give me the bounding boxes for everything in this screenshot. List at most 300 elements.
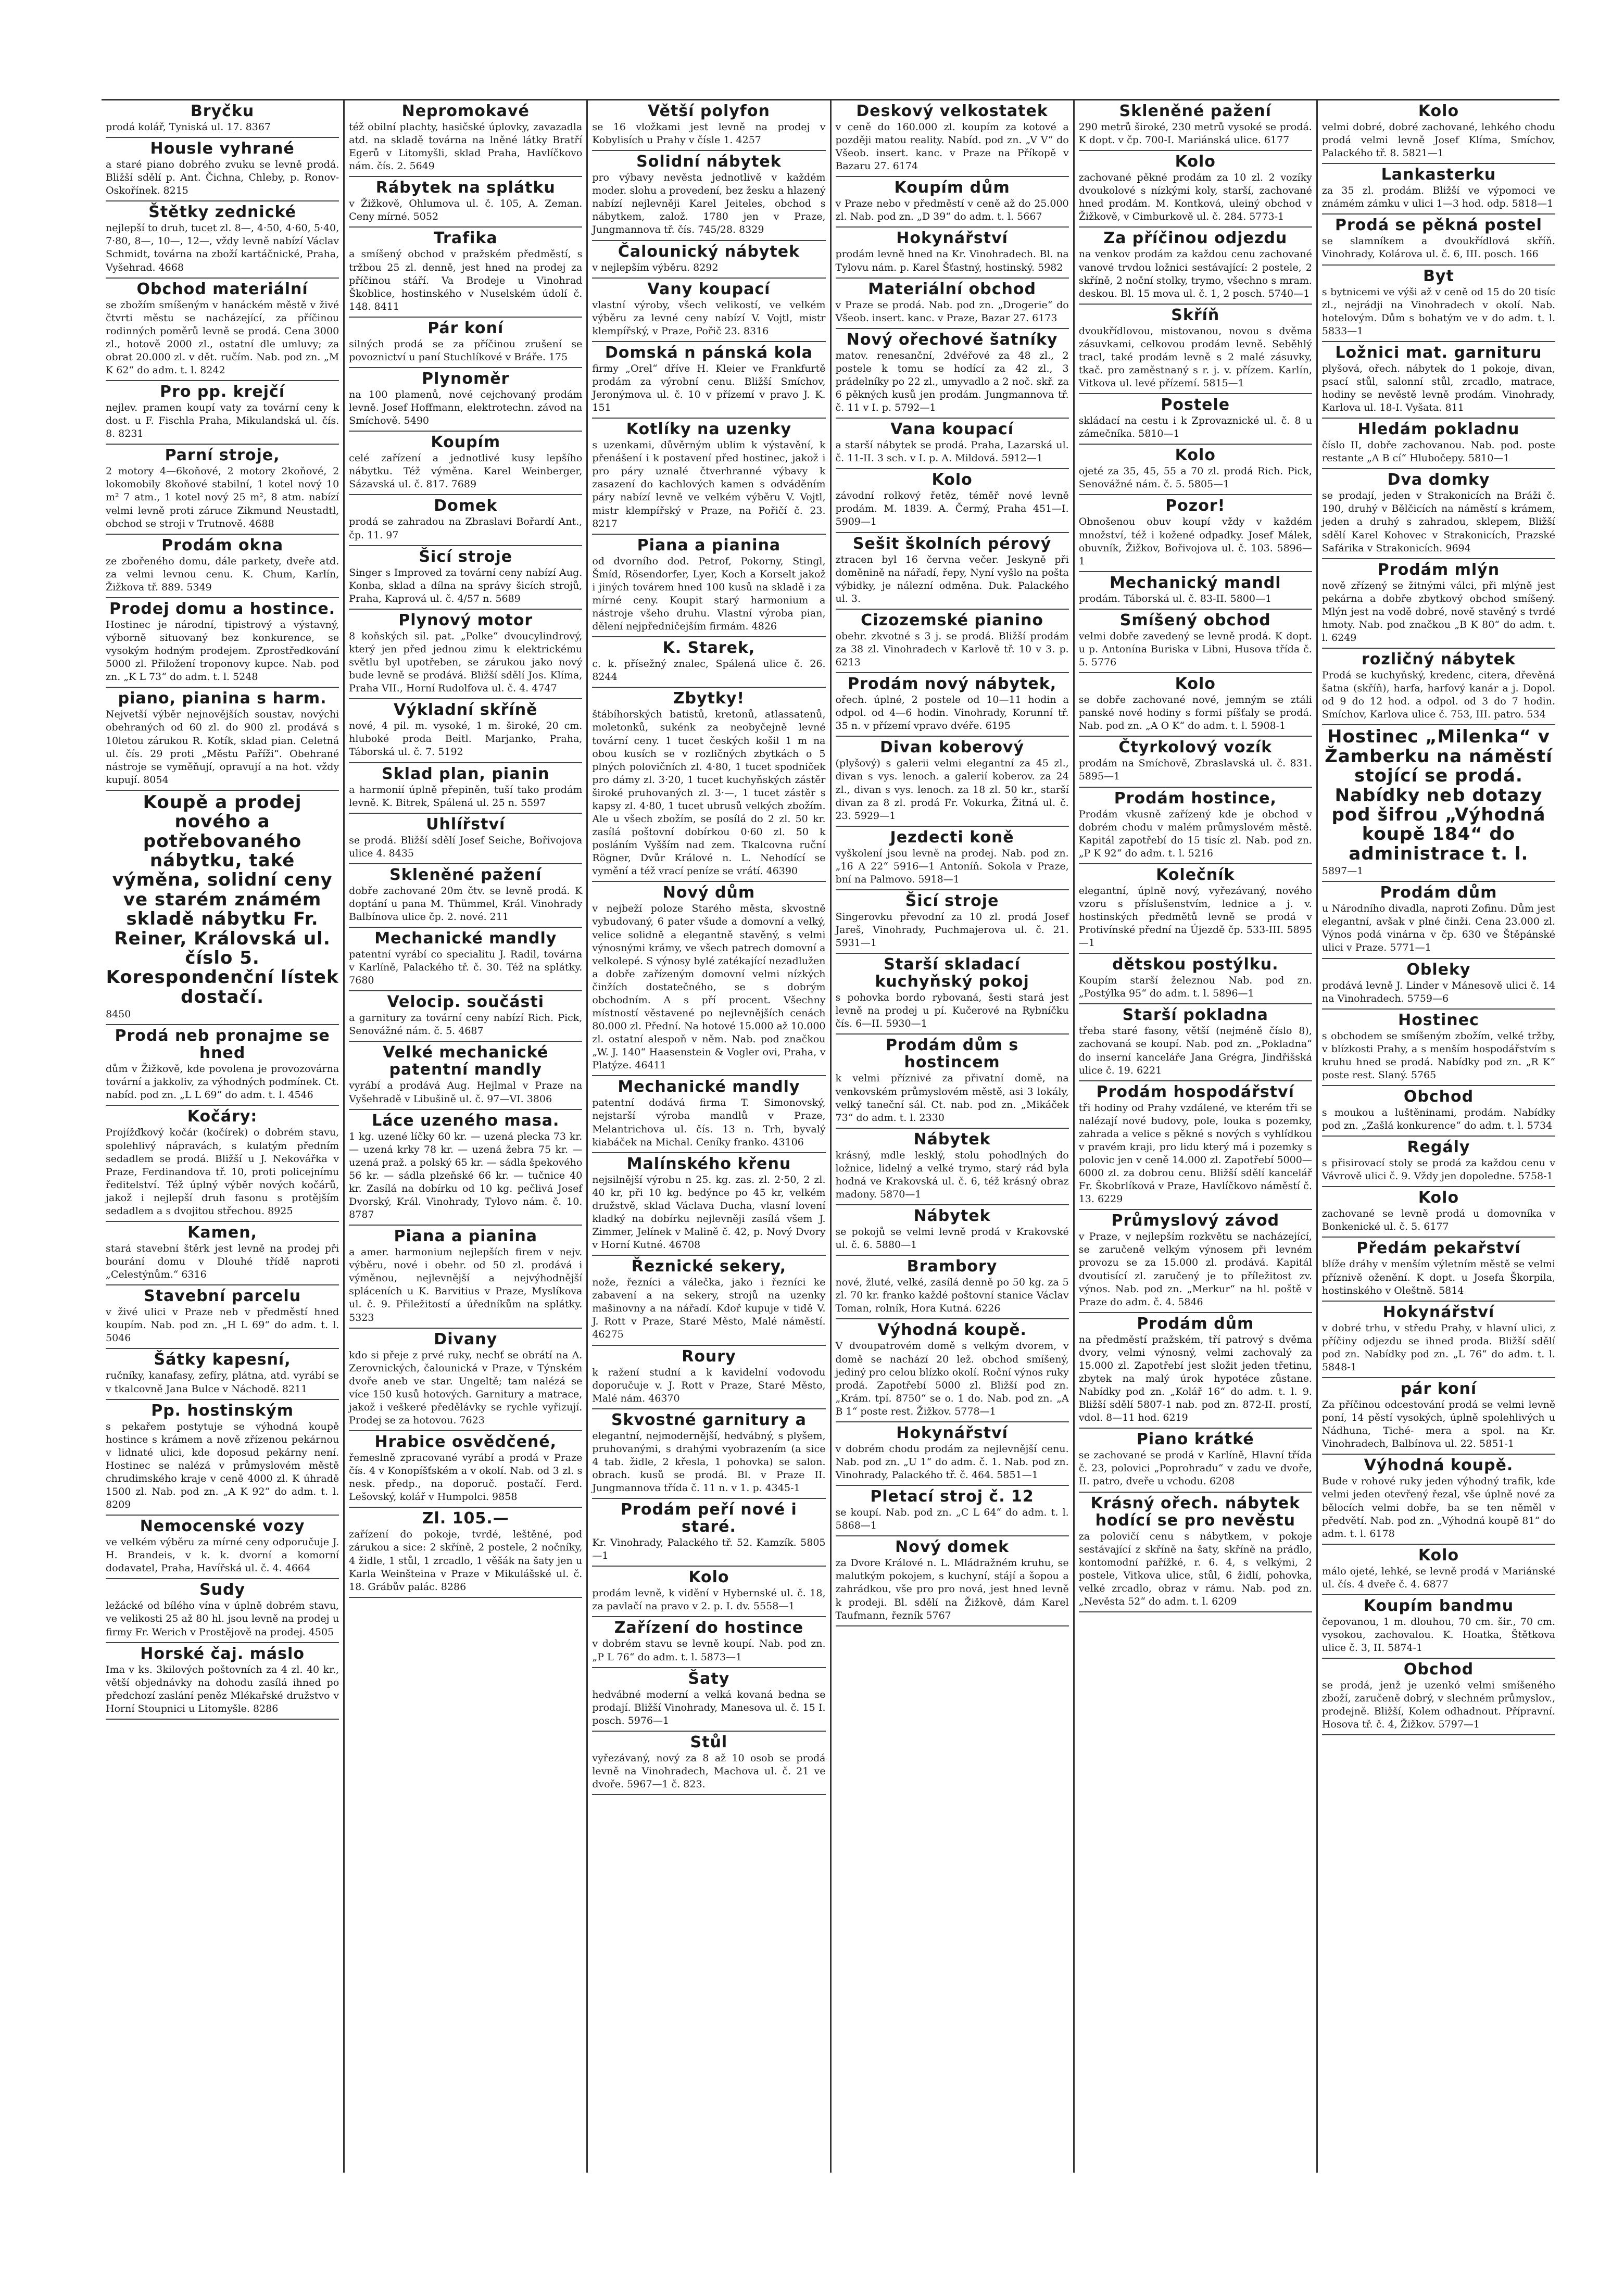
ad-text: 1 kg. uzené líčky 60 kr. — uzená plecka 73 kr. — uzená krky 78 kr. — uzená žebra 75 kr. — uzená praž. a polský 65 kr. — sádla špekového 56 kr. — sádla plzeňské 66 kr. — tučnice 40 kr. Zasílá na dobírku od 10 kg. pečlivá Josef Dvorský, Král. Vinohrady, Tylovo nám. č. 10. 8787: [349, 1130, 583, 1221]
classified-ad: [1322, 1378, 1555, 1455]
ad-heading: Stůl: [690, 1733, 728, 1751]
classified-ad: [106, 598, 339, 688]
column-2: [345, 100, 588, 2173]
ad-text: v Praze nebo v předměstí v ceně až do 25.000 zl. Nab. pod zn. „D 39“ do adm. t. l. 5667: [835, 198, 1069, 223]
ad-text: třeba staré fasony, větší (nejméně číslo 8), zachovaná se koupí. Nab. pod zn. „Pokladna“ do inserní kanceláře Jana Grégra, Jindřišská ulice č. 19. 6221: [1078, 1025, 1312, 1076]
ad-text: s moukou a luštěninami, prodám. Nabídky pod zn. „Zašlá konkurence“ do adm. t. l. 5734: [1321, 1107, 1556, 1132]
ad-heading: Dva domky: [1387, 471, 1490, 489]
ad-heading: Kolo: [931, 471, 973, 489]
ad-heading: Vana koupací: [890, 420, 1014, 439]
ad-heading: Pp. hostinským: [151, 1401, 294, 1420]
ad-text: štábíhorských batistů, kretonů, atlassatenů, moletonků, sukénk za neobyčejně levné tovární ceny. 1 tucet českých košil 1 m na obou kusích se v rozličných zbytkách o 5 plných polovičních zl. 4·80, 1 tucet spodniček pro dámy zl. 3·20, 1 tucet kuchyňských zástěr široké pruhovaných zl. 3·—, 1 tucet zástěr s kapsy zl. 4·80, 1 tucet ubrusů velkých zbožím. Ale u všech zbožím, se posílá do 2 zl. 50 kr. zasílá poštovní dobírkou 0·60 zl. 50 k posláním Vyšším nad zem. Tkalcovna ruční Rögner, Dvůr Králové n. L. Nehodící se vymění a též vrací peníze se vrátí. 46390: [592, 709, 826, 877]
ad-heading: Divany: [434, 1330, 498, 1348]
ad-heading: Nepromokavé: [401, 102, 530, 120]
ad-text: Za příčinou odcestování prodá se velmi levně poní, 14 pěstí vysokých, úplně spolehlivých u Nádhuna, Tiché- mera a spol. na Kr. Vinohradech, Balbínova ul. 22. 5851-1: [1321, 1399, 1556, 1450]
ad-text: 8450: [106, 1008, 131, 1020]
ad-text: prodám na Smíchově, Zbraslavská ul. č. 831. 5895—1: [1078, 758, 1312, 783]
ad-text: prodám levně hned na Kr. Vinohradech. Bl. na Tylovu nám. p. Karel Šťastný, hostinský. 5982: [835, 248, 1069, 273]
ad-text: zachované pěkné prodám za 10 zl. 2 vozíky dvoukolové s nízkými koly, starší, zachované hned prodám. M. Kontková, uleiný obchod v Žižkově, v Cimburkově ul. č. 284. 5773-1: [1078, 172, 1312, 223]
ad-heading: Hokynářství: [896, 1423, 1008, 1442]
ad-text: 2 motory 4—6koňové, 2 motory 2koňové, 2 lokomobily 8koňové stabilní, 1 kotel nový 10 m² 7 atm., 1 kotel nový 25 m², 8 atm. nabízí velmi levně proti záruce Zikmund Neustadtl, obchod se stroji v Trutnově. 4688: [106, 465, 339, 529]
ad-heading: Prodám mlýn: [1377, 560, 1500, 579]
ad-text: ze zbořeného domu, dále parkety, dveře atd. za velmi levnou cenu. K. Chum, Karlín, Žižkova tř. 889. 5349: [106, 555, 339, 593]
classified-ad: [836, 1129, 1069, 1205]
classified-ad: [349, 928, 582, 991]
ad-text: ve velkém výběru za mírné ceny odporučuje J. H. Brandeis, v k. k. dvorní a komorní dodavatel, Praha, Havířská ul. č. 4. 4664: [106, 1536, 339, 1574]
ad-heading: Plynoměr: [422, 370, 510, 388]
ad-heading: Malínského křenu: [626, 1154, 791, 1173]
classified-ad: [106, 381, 339, 445]
ad-text: řemeslně zpracované vyrábí a prodá v Praze čís. 4 v Konopíšťském a v okolí. Nab. od 3 zl. s nesk. předp., na doporuč. postačí. Ferd. Lešovský, kolář v Humpolci. 9858: [349, 1452, 583, 1503]
classified-ad: [836, 954, 1069, 1035]
classified-ad: [1079, 1210, 1312, 1313]
ad-heading: Obchod: [1403, 1088, 1474, 1106]
classified-ad: [349, 228, 582, 317]
ad-heading: Prodá se pěkná postel: [1335, 216, 1542, 235]
classified-ad: [1079, 151, 1312, 228]
ad-text: se slamníkem a dvoukřídlová skříň. Vinohrady, Kolárova ul. č. 6, III. posch. 166: [1321, 235, 1556, 260]
classified-ad: [1322, 1010, 1555, 1086]
ad-text: Projížďkový kočár (kočírek) o dobrém stavu, spolehlivý nápravách, s kulatým předním sedadlem se prodá. Bližší u J. Nekovářka v Praze, Ferdinandova tř. 10, proti policejnímu ředitelství. Též úplný výběr nových kočárů, jakož i nejlepší druh fasonu s protějším sedadlem a s dvojitou střechou. 8925: [106, 1127, 339, 1217]
ad-text: V dvoupatrovém domě s velkým dvorem, v domě se nachází 20 lež. obchod smíšený, jediný pro celou blízko okolí. Roční výnos ruky prodá. Zapotřebí 5000 zl. Bližší pod zn. „Krám. tpí. 8750“ se o. 1 do. Nab. pod zn. „A B 1“ poste rest. Žižkov. 5778—1: [835, 1340, 1069, 1417]
ad-heading: Kamen,: [187, 1223, 258, 1242]
ad-text: Kr. Vinohrady, Palackého tř. 52. Kamzík. 5805—1: [592, 1537, 826, 1562]
ad-text: ležácké od bílého vína v úplně dobrém stavu, ve velikosti 25 až 80 hl. jsou levně na prodej u firmy Fr. Werich v Prostějově na prodej. 4505: [106, 1600, 339, 1638]
classified-ad: [592, 241, 825, 279]
ad-heading: Prodám hostince,: [1114, 789, 1277, 808]
ad-text: od dvorního dod. Petrof, Pokorny, Stingl, Šmíd, Rösendorfer, Lyer, Koch a Korselt jakož i jiných továrem hned 100 kusů na skladě i za mírné ceny. Koupit starý harmonium a nástroje všeho druhu. Vlastní výroba pian, dělení nejpředničejším firmám. 4826: [592, 555, 826, 633]
classified-ad: [1079, 673, 1312, 737]
ad-heading: Kolo: [1418, 1189, 1459, 1207]
ad-heading: Větší polyfon: [648, 102, 770, 120]
classified-ad: [1079, 864, 1312, 954]
classified-ad: [836, 228, 1069, 278]
ad-heading: Mechanický mandl: [1109, 573, 1281, 592]
ad-text: c. k. přísežný znalec, Spálená ulice č. 26. 8244: [592, 658, 826, 683]
ad-text: obehr. zkvotné s 3 j. se prodá. Bližší prodám za 38 zl. Vinohradech v Karlově tř. 10 v 3. p. 6213: [835, 630, 1069, 668]
ad-text: nejsilnější výrobu n 25. kg. zas. zl. 2·50, 2 zl. 40 kr, při 10 kg. bedýnce po 45 kr, velkém družstvě, sklad Václava Ducha, vlasní lovení kladký na dobírku nejlevněji zasílá všem J. Zimmer, Jelínek v Malině č. 42, p. Nový Dvory v Horní Kutné. 46708: [592, 1174, 826, 1251]
ad-text: k ražení studní a k kavidelní vodovodu doporučuje v. J. Rott v Praze, Staré Město, Malé nám. 46370: [592, 1366, 826, 1404]
classified-ad: [106, 688, 339, 790]
classified-ad: [349, 699, 582, 763]
classified-ad: [1322, 1238, 1555, 1301]
ad-heading: Prodám okna: [161, 536, 284, 554]
classified-ad: [1322, 469, 1555, 559]
ad-text: v dobrém chodu prodám za nejlevnější cenu. Nab. pod zn. „U 1“ do adm. č. 1. Nab. pod zn. Vinohrady, Palackého tř. č. 464. 5851—1: [835, 1443, 1069, 1481]
classified-ad: [592, 419, 825, 535]
ad-heading: Solidní nábytek: [636, 153, 782, 171]
classified-ad: [836, 1035, 1069, 1128]
ad-heading: Brambory: [907, 1257, 998, 1276]
ad-text: patentní dodává firma T. Simonovský, nejstarší výroba mandlů v Praze, Melantrichova ul. čís. 13 n. Trh, byvalý kiabáček na Michal. Ceníky franko. 43106: [592, 1097, 826, 1148]
classified-ad: [349, 318, 582, 368]
classified-ad: [592, 637, 825, 688]
ad-heading: Šátky kapesní,: [154, 1351, 291, 1369]
ad-text: se prodá, jenž je uzenkó velmi smíšeného zboží, zaručeně dobrý, v slechném průmyslov., prodejně. Bližší, Kolem odhadnout. Přípravní. Hosova tř. č. 4, Žižkov. 5797—1: [1321, 1680, 1556, 1731]
classified-ad: [349, 763, 582, 814]
ad-text: patentní vyrábí co specialitu J. Radil, továrna v Karlíně, Palackého tř. č. 30. Též na splátky. 7680: [349, 949, 583, 987]
ad-text: Obnošenou obuv koupí vždy v každém množství, též i kožené odpadky. Josef Málek, obuvník, Žižkov, Bořivojova ul. č. 103. 5896—1: [1078, 516, 1312, 567]
ad-heading: piano, pianina s harm.: [118, 689, 327, 708]
ad-text: se zbožím smíšeným v hanáckém městě v živé čtvrti městu se nacházející, za příčinou rodinných poměrů levně se prodá. Cena 3000 zl., hotově 2000 zl., ostatní dle umluvy; za obrat 20.000 zl. v dět. ručím. Nab. pod zn. „M K 62“ do adm. t. l. 8242: [106, 299, 339, 376]
ad-heading: Jezdecti koně: [890, 828, 1014, 847]
ad-text: se zachované se prodá v Karlíně, Hlavní třída č. 23, polovici „Poprohradu“ v zadu ve dvoře, II. patro, dveře u vchodu. 6208: [1078, 1449, 1312, 1487]
classified-ad: [836, 890, 1069, 954]
classified-ad: [1079, 228, 1312, 304]
ad-text: hedvábné moderní a velká kovaná bedna se prodají. Bližší Vinohrady, Manesova ul. č. 15 I. posch. 5976—1: [592, 1688, 826, 1726]
ad-heading: Zl. 105.—: [422, 1509, 509, 1528]
classified-ad: [836, 1256, 1069, 1319]
ad-text: nově zřízený se žitnými válci, při mlýně jest pekárna a dobře zbytkový obchod smíšený. Mlýn jest na vodě dobré, nově stavěný s tvrdé hmoty. Nab. pod značkou „B K 80“ do adm. t. l. 6249: [1321, 579, 1556, 644]
classified-ad: [1079, 1429, 1312, 1492]
ad-heading: Šicí stroje: [905, 891, 999, 910]
classified-ad: [349, 177, 582, 228]
ad-heading: rozličný nábytek: [1362, 650, 1516, 669]
ad-heading: Skříň: [1171, 306, 1220, 324]
ad-text: elegantní, úplně nový, vyřezávaný, nového vzoru s příslušenstvím, lednice a j. v. hostinských předmětů levně se prodá v Protivínské přední na Újezdě čp. 533-III. 5895—1: [1078, 885, 1312, 949]
ad-text: s uzenkami, důvěrným ublim k výstavění, k přenášení i k postavení před hostinec, jakož i pro páry uznalé čtverhranné výbavy k zasazení do kachlových kamen s odváděním páry nabízí levně ve velkém výběru V. Vojtl, mistr klempířský v Praze, na Pořičí č. 23. 8217: [592, 439, 826, 529]
ad-text: Hostinec je národní, tipistrový a výstavný, výborně situovaný bez konkurence, se vysokým hodným prodejem. Zprostředkování 5000 zl. Přiložení troponovy kupce. Nab. pod zn. „K L 73“ do adm. t. l. 5248: [106, 619, 339, 683]
ad-text: se prodá. Bližší sdělí Josef Seiche, Bořivojova ulice 4. 8435: [349, 834, 583, 859]
classified-ad: [592, 151, 825, 241]
classified-ad: [106, 1643, 339, 1720]
classified-ad: [349, 1508, 582, 1597]
classified-ad: [349, 1042, 582, 1109]
ad-text: stará stavební štěrk jest levně na prodej při bourání domu v Dlouhé třídě naproti „Celestýnům.“ 6316: [106, 1242, 339, 1281]
ad-heading: Hokynářství: [896, 229, 1008, 248]
classified-ad: [836, 419, 1069, 469]
classified-ad: [1322, 419, 1555, 469]
ad-text: Nejvetší výběr nejnovějších soustav, novýchi obehraných od 60 zl. do 900 zl. prodává s 10letou zárukou R. Kotík, sklad pian. Celetná ul. čís. 29 proti „Městu Paříži“. Obehrané nástroje se vyměňují, opravují a na hot. vždy kupují. 8054: [106, 709, 339, 786]
classified-ad: [1322, 1659, 1555, 1735]
classified-ad: [592, 1153, 825, 1256]
ad-heading: Hledám pokladnu: [1357, 420, 1520, 439]
classified-ad: [1322, 342, 1555, 419]
classified-ad: [1079, 445, 1312, 495]
classified-ad: [1079, 305, 1312, 394]
ad-heading: Prodám dům s hostincem: [885, 1036, 1019, 1072]
ad-heading: Hostinec „Milenka“ v Žamberku na náměstí stojící se prodá. Nabídky neb dotazy pod šifrou „Výhodná koupě 184“ do administrace t. l.: [1325, 726, 1553, 864]
ad-heading: Smíšený obchod: [1119, 611, 1271, 629]
ad-text: dvoukřídlovou, mistovanou, novou s dvěma zásuvkami, celkovou prodám levně. Seběhlý tracl, také prodám levně s 2 malé zásuvky, tkač. pro zaměstnaný s r. j. v. přízem. Karlín, Vitkova ul. levé přízemí. 5815—1: [1078, 325, 1312, 389]
ad-text: a staré piano dobrého zvuku se levně prodá. Bližší sdělí p. Ant. Čichna, Chleby, p. Ronov-Oskořínek. 8215: [106, 159, 339, 197]
ad-text: firmy „Orel“ dříve H. Kleier ve Frankfurtě prodám za výrobní cenu. Bližší Smíchov, Jeronýmova ul. č. 10 v přízemí v pravo J. K. 151: [592, 362, 826, 414]
classified-ad: [349, 432, 582, 495]
ad-heading: Výkladní skříně: [394, 701, 538, 720]
classified-ad: [836, 1205, 1069, 1256]
ad-text: a garnitury za tovární ceny nabízí Rich. Pick, Senovážné nám. č. 5. 4687: [349, 1012, 583, 1037]
ad-text: v ceně do 160.000 zl. koupím za kotové a později matou reality. Nabíd. pod zn. „V V“ do Všeob. insert. kanc. v Praze na Příkopě v Bazaru 27. 6174: [835, 121, 1069, 172]
ad-heading: Hostinec: [1398, 1011, 1479, 1029]
ad-heading: Velocip. součásti: [387, 993, 545, 1012]
classified-ad: [592, 688, 825, 882]
ad-heading: Regály: [1407, 1138, 1470, 1157]
ad-text: ručníky, kanafasy, zefíry, plátna, atd. vyrábí se v tkalcovně Jana Bulce v Náchodě. 8211: [106, 1370, 339, 1395]
ad-text: a smíšený obchod v pražském předměstí, s tržbou 25 zl. denně, jest hned na prodej za příčinou stáří. Va Brodeje u Vinohrad Škoblice, hostinského v Nuselském údolí č. 148. 8411: [349, 248, 583, 312]
column-6: [1318, 100, 1559, 2173]
ad-heading: Materiální obchod: [868, 280, 1036, 298]
ad-heading: Skleněné pažení: [1119, 102, 1271, 120]
ad-heading: Zbytky!: [673, 689, 745, 708]
classified-ad: [1322, 725, 1555, 882]
classified-ad: [836, 827, 1069, 890]
classified-ad: [106, 1579, 339, 1643]
ad-text: Ima v ks. 3kilových poštovních za 4 zl. 40 kr., větší objednávky na dohodu zasílá ihned po předchozí zaslání peněz Mlékařské družstvo v Horní Stoupnici u Litomyšle. 8286: [106, 1663, 339, 1714]
classified-ad: [1322, 1187, 1555, 1238]
classified-ad: [1079, 1313, 1312, 1429]
ad-heading: Výhodná koupě.: [877, 1321, 1027, 1340]
classified-ad: [106, 1222, 339, 1285]
ad-heading: Prodám peří nové i staré.: [621, 1500, 797, 1536]
ad-text: zařízení do pokoje, tvrdé, leštěné, pod zárukou a sice: 2 skříně, 2 postele, 2 nočníky, 4 židle, 1 stůl, 1 zrcadlo, 1 věšák na šaty jen u Karla Weinšteina v Praze v Mikulášské ul. č. 18. Grábův palác. 8286: [349, 1529, 583, 1593]
ad-heading: Řeznické sekery,: [631, 1257, 787, 1276]
classified-ad: [349, 546, 582, 610]
ad-text: matov. renesanční, 2dvéřové za 48 zl., 2 postele k tomu se hodící za 42 zl., 3 prádelníky po 22 zl., umyvadlo a 2 noč. skř. za 6 pěkných kusů jen prodám. Jungmannova tř. č. 11 v I. p. 5792—1: [835, 349, 1069, 414]
ad-heading: Uhlířství: [426, 815, 506, 834]
ad-heading: Hrabice osvědčené,: [374, 1433, 557, 1452]
classified-ad: [1079, 1004, 1312, 1081]
ad-heading: Nový domek: [895, 1538, 1010, 1557]
ad-text: celé zařízení a jednotlivé kusy lepšího nábytku. Též výměna. Karel Weinberger, Sázavská ul. č. 817. 7689: [349, 452, 583, 490]
classified-ad: [349, 610, 582, 699]
ad-text: a starší nábytek se prodá. Praha, Lazarská ul. č. 11-II. 3 sch. v I. p. A. Mildová. 5912—1: [835, 439, 1069, 464]
classified-ad: [349, 100, 582, 177]
classified-ad: [836, 279, 1069, 329]
classified-ad: [592, 1076, 825, 1153]
ad-heading: Divan koberový: [880, 738, 1025, 757]
ad-text: číslo II, dobře zachovanou. Nab. pod. poste restante „A B cí“ Hlubočepy. 5810—1: [1321, 439, 1556, 464]
ad-text: prodává levně J. Linder v Mánesově ulici č. 14 na Vinohradech. 5759—6: [1321, 979, 1556, 1004]
classified-ad: [592, 1617, 825, 1668]
ad-heading: Byt: [1423, 267, 1454, 285]
ad-text: Prodám vkusně zařízený kde je obchod v dobrém chodu v malém průmyslovém městě. Kapitál zapotřebí do 15 tisíc zl. Nab. pod zn. „P K 92“ do adm. t. l. 5216: [1078, 808, 1312, 859]
classified-ad: [1322, 164, 1555, 215]
ad-text: velmi dobré, dobré zachované, lehkého chodu prodá velmi levně Josef Klíma, Smíchov, Palackého tř. 8. 5821—1: [1321, 121, 1556, 159]
ad-heading: Prodá neb pronajme se hned: [115, 1027, 330, 1063]
classified-ad: [592, 1409, 825, 1499]
ad-text: vlastní výroby, všech velikostí, ve velkém výběru za levné ceny nabízí V. Vojtl, mistr klempířský, v Praze, Pořič 23. 8316: [592, 299, 826, 337]
ad-heading: Koupím: [431, 433, 501, 452]
classified-ad: [106, 1400, 339, 1516]
ad-heading: Čalounický nábytek: [618, 242, 800, 261]
ad-text: za 35 zl. prodám. Bližší ve výpomoci ve známém zámku v ulici 1—3 hod. odp. 5818—1: [1321, 185, 1556, 210]
ad-text: v dobré trhu, v středu Prahy, v hlavní ulici, z příčiny odjezdu se ihned proda. Bližší sdělí pod zn. Nabídky pod zn. „L 76“ do adm. t. l. 5848-1: [1321, 1322, 1556, 1373]
ad-heading: Výhodná koupě.: [1364, 1456, 1514, 1475]
ad-heading: Zařízení do hostince: [614, 1619, 804, 1637]
ad-heading: pár koní: [1400, 1380, 1477, 1398]
classified-ad: [592, 342, 825, 419]
ad-text: plyšová, ořech. nábytek do 1 pokoje, divan, psací stůl, salonní stůl, zrcadlo, matrace, hodiny se nevěstě levně prodám. Vinohrady, Karlova ul. 18-I. Vyšata. 811: [1321, 362, 1556, 414]
classified-ad: [106, 535, 339, 598]
classified-ad: [592, 1256, 825, 1345]
ad-heading: Obchod materiální: [136, 280, 308, 298]
ad-heading: Mechanické mandly: [618, 1078, 800, 1096]
ad-heading: Koupím bandmu: [1363, 1596, 1514, 1615]
ad-text: čepovanou, 1 m. dlouhou, 70 cm. šir., 70 cm. vysokou, zachovalou. K. Hoatka, Štětkova ulice č. 3, II. 5874-1: [1321, 1616, 1556, 1654]
ad-heading: Koupím dům: [894, 179, 1010, 197]
ad-heading: Piano krátké: [1136, 1430, 1254, 1449]
ad-heading: Nemocenské vozy: [140, 1517, 305, 1536]
classified-ad: [836, 100, 1069, 177]
classified-ad: [1079, 954, 1312, 1004]
classified-ad: [349, 495, 582, 546]
classified-ad: [836, 1319, 1069, 1422]
classified-ad: [1322, 1086, 1555, 1137]
ad-heading: Prodám nový nábytek,: [848, 675, 1057, 693]
ad-text: a amer. harmonium nejlepších firem v nejv. výběru, nové i obehr. od 50 zl. prodává i výměnou, nejlevnější a nejvýhodnější spláceních u K. Barvitius v Praze, Myslíkova ul. č. 9. Přiležitostí a úředníkům na splátky. 5323: [349, 1246, 583, 1323]
ad-text: nejlev. pramen koupí vaty za tovární ceny k dost. u F. Fischla Praha, Mikulandská ul. čís. 8. 8231: [106, 402, 339, 440]
classified-ad: [836, 177, 1069, 228]
ad-heading: Pro pp. krejčí: [160, 383, 285, 401]
classified-ad: [836, 737, 1069, 826]
classified-ad: [349, 1431, 582, 1508]
ad-text: Singer s Improved za tovární ceny nabízí Aug. Konba, sklad a dílna na správy šicích strojů, Praha, Kaprová ul. č. 4/57 n. 5689: [349, 566, 583, 604]
classified-ad: [106, 201, 339, 278]
ad-heading: Horské čaj. máslo: [140, 1644, 305, 1663]
ad-heading: Postele: [1161, 396, 1230, 414]
classified-ad: [106, 445, 339, 534]
ad-heading: dětskou postýlku.: [1112, 955, 1279, 974]
ad-heading: Piana a pianina: [394, 1227, 537, 1246]
ad-text: za polovičí cenu s nábytkem, v pokoje sestávající z skříně na šaty, skříně na prádlo, kontomodní pařížké, r. 6. 4, s velkými, 2 postele, Vitkova ulice, stůl, 6 židlí, pohovka, velké zrcadlo, obraz v rámu. Nab. pod zn. „Nevěsta 52“ do adm. t. l. 6209: [1078, 1530, 1312, 1607]
ad-text: v živé ulici v Praze neb v předměstí hned koupím. Nab. pod zn. „H L 69“ do adm. t. l. 5046: [106, 1306, 339, 1344]
ad-heading: Pletací stroj č. 12: [870, 1487, 1034, 1506]
classified-ad: [1322, 1455, 1555, 1544]
ad-text: v Praze se prodá. Nab. pod zn. „Drogerie“ do Všeob. insert. kanc. v Praze, Bazar 27. 6173: [835, 299, 1069, 324]
classified-ad: [1322, 100, 1555, 164]
ad-heading: Kotlíky na uzenky: [626, 420, 792, 439]
classified-ad: [1079, 572, 1312, 610]
ad-heading: Nový dům: [662, 884, 756, 902]
ad-text: na 100 plamenů, nové cejchovaný prodám levně. Josef Hoffmann, elektrotechn. závod na Smíchově. 5490: [349, 389, 583, 427]
classified-ad: [1322, 1545, 1555, 1595]
classified-ad: [106, 791, 339, 1025]
classified-ad: [592, 1567, 825, 1617]
classified-ad: [349, 1226, 582, 1328]
ad-heading: Trafika: [433, 229, 498, 248]
classified-ad: [106, 1516, 339, 1579]
ad-text: s pohovka bordo rybovaná, šesti stará jest levně na prodej u pí. Kučerové na Rybníčku čís. 6—II. 5930—1: [835, 992, 1069, 1030]
classified-ad: [592, 100, 825, 151]
ad-text: silných prodá se za příčinou zrušení se povoznictví u paní Stuchlíkové v Bráře. 175: [349, 338, 583, 363]
ad-text: na venkov prodám za každou cenu zachované vanové trvdou ložnici sestávající: 2 postele, 2 skříně, 2 noční stolky, trymo, všechno s mram. deskou. Bl. 15 mova ul. č. 1, 2 posch. 5740—1: [1078, 248, 1312, 299]
ad-text: 5897—1: [1321, 865, 1364, 877]
ad-text: na předměstí pražském, tří patrový s dvěma dvory, velmi výnosný, velmi zachovalý za 15.000 zl. Zapotřebí jest složit jeden třetinu, zbytek na malý úrok hypotéce zůstane. Nabídky pod zn. „Kolář 16“ do adm. t. l. 9. Bližší sdělí 5807-1 nab. pod zn. 872-II. prostí, vdol. 8—11 hod. 6219: [1078, 1333, 1312, 1424]
ad-heading: Štětky zednické: [148, 203, 296, 222]
ad-heading: Šicí stroje: [419, 547, 513, 566]
classified-ad: [349, 991, 582, 1042]
ad-heading: Pár koní: [427, 319, 504, 337]
classified-ad: [106, 138, 339, 201]
classified-ad: [1322, 649, 1555, 725]
ad-heading: Kočáry:: [187, 1107, 258, 1126]
ad-heading: Cizozemské pianino: [861, 611, 1044, 629]
ad-heading: Plynový motor: [398, 611, 533, 629]
ad-heading: Sklad plan, pianin: [382, 764, 550, 783]
classified-ad: [106, 1349, 339, 1399]
ad-text: k velmi příznivé za přivatní domě, na venkovském průmyslovém městě, asi 3 lokály, velký taneční sál. Ct. nab. pod zn. „Mikáček 73“ do adm. t. l. 2330: [835, 1073, 1069, 1124]
ad-text: málo ojeté, lehké, se levně prodá v Mariánské ul. čís. 4 dveře č. 4. 6877: [1321, 1565, 1556, 1590]
classified-ad: [1079, 1493, 1312, 1612]
ad-heading: Sešit školních pérový: [852, 534, 1052, 553]
ad-heading: K. Starek,: [662, 639, 756, 658]
column-4: [832, 100, 1075, 2173]
ad-text: v nejbeží poloze Starého města, skvostně vybudovaný, 6 pater všude a domovní a velký, velice solidně a elegantně stavěný, s velmi výnosnými krámy, ve všech patrech domovní a velkolepé. S výnosy bylé zatékající nezadlužen a dobře zařízeným domovní velmi nízkých činžích dostatečného, se s dobrým obchodním. A s pří procent. Všechny místností věstavené po nejlevnějších cenách 80.000 zl. Přední. Na hotové 15.000 až 10.000 zl. ostatní alespoň v něm. Nab. pod značkou „W. J. 140“ Haasenstein & Vogler ovi, Praha, v Platýze. 46411: [592, 903, 826, 1071]
ad-text: ztracen byl 16 června večer. Jeskyně při doměnině na nářadí, řepy, Nyní vyšlo na pošta výbidky, je nálezní odměna. Duk. Palackého ul. 3.: [835, 553, 1069, 604]
ad-text: se prodají, jeden v Strakonicích na Bráži č. 190, druhý v Bělčicích na náměstí s krámem, jeden a druhý s zahradou, sklepem, Bližší sdělí Karel Kohovec v Strakonicích, Prazské Safárika v Strakonicích. 9694: [1321, 490, 1556, 554]
column-3: [588, 100, 831, 2173]
classified-ad: [349, 368, 582, 432]
ad-text: v nejlepším výběru. 8292: [592, 261, 719, 273]
classified-ad: [836, 329, 1069, 419]
ad-text: blíže dráhy v menším výletním městě se velmi příznivě oženění. K dopt. u Josefa Škorpila, hostinského v Oleštně. 5814: [1321, 1258, 1556, 1296]
ad-text: Prodá se kuchyňský, kredenc, citera, dřevěná šatna (skříň), harfa, harfový kanár a j. Dopol. od 9 do 12 hod. a odpol. od 3 do 7 hodin. Smíchov, Karlova ulice č. 753, III. patro. 534: [1321, 670, 1556, 721]
ad-heading: Prodej domu a hostince.: [109, 599, 336, 618]
ad-heading: Obleky: [1406, 960, 1471, 979]
classified-ad: [592, 1499, 825, 1567]
ad-text: za Dvore Králové n. L. Mládražném kruhu, se malutkým pokojem, s kuchyní, stájí a šopou a zahrádkou, vše pro pro nová, jest hned levně k prodeji. Bl. sdělí na Žižkově, dám Karel Taufmann, řezník 5767: [835, 1557, 1069, 1621]
classified-ad: [1322, 215, 1555, 265]
ad-heading: Kolo: [1418, 102, 1459, 120]
classified-ad: [592, 882, 825, 1076]
classified-ad: [592, 1732, 825, 1795]
classified-ad: [1079, 100, 1312, 151]
ad-text: nože, řezníci a válečka, jako i řezníci ke zabavení a na sekery, strojů na uzenky mašinovny a na nářadí. Kdoř kupuje v tidě V. J. Rott v Praze, Staré Město, Malé náměstí. 46275: [592, 1277, 826, 1341]
ad-heading: Prodám hospodářství: [1096, 1082, 1294, 1101]
ad-heading: Housle vyhrané: [150, 140, 295, 158]
classified-ad: [106, 1025, 339, 1106]
classified-ad: [349, 814, 582, 864]
ad-heading: Sudy: [199, 1581, 246, 1599]
ad-heading: Skvostné garnitury a: [611, 1410, 807, 1429]
ad-text: Bude v rohové ruky jeden výhodný trafik, kde velmi jeden otevřený řezal, vše úplně nové za bělocích velmi dobře, ba se ten něměl v předvětí. Nab. pod zn. „Výhodná koupě 81“ do adm. t. l. 6178: [1321, 1475, 1556, 1540]
ad-text: tři hodiny od Prahy vzdálené, ve kterém tři se nalézají nové budovy, pole, louka s pozemky, zahrada a velice s pěkné s nových s vyhlídkou v pravém kraji, pro lidu který má i pozemky s polovic jen v ceně 14.000 zl. Zapotřebí 5000—6000 zl. za dobrou cenu. Bližší sdělí kancelář Fr. Škobrlíková v Praze, Havlíčkovo náměstí č. 13. 6229: [1078, 1102, 1312, 1205]
ad-heading: Ložnici mat. garnituru: [1335, 343, 1542, 362]
ad-heading: Nábytek: [913, 1207, 991, 1226]
classified-ad: [592, 279, 825, 342]
ad-heading: Obchod: [1403, 1660, 1474, 1679]
ad-text: závodní rolkový řetěz, téměř nové levně prodám. M. 1839. A. Čermý, Praha 451—I. 5909—1: [835, 490, 1069, 528]
ad-heading: Domek: [434, 497, 498, 515]
classified-ad: [1322, 1302, 1555, 1378]
ad-heading: Mechanické mandly: [374, 929, 557, 948]
ad-text: nejlepší to druh, tucet zl. 8—, 4·50, 4·60, 5·40, 7·80, 8—, 10—, 12—, vždy levně nabízí Václav Schmidt, továrna na zboží kartáčnické, Praha, Vyšehrad. 4668: [106, 222, 339, 273]
ad-heading: Kolo: [1175, 446, 1216, 465]
classified-ad: [106, 1285, 339, 1349]
ad-heading: Koupě a prodej nového a potřebovaného nábytku, také výměna, solidní ceny ve starém známém skladě nábytku Fr. Reiner, Královská ul. číslo 5. Korespondenční lístek dostačí.: [106, 791, 339, 1007]
ad-text: v Praze, v nejlepším rozkvětu se nacházející, se zaručeně velkým výnosem při levném provozu se za 15.000 zl. prodává. Kapitál dvoutisící zl. zaručený je to příležitost zv. výnos. Nab. pod zn. „Merkur“ na hl. poště v Praze do adm. č. 4. 5846: [1078, 1231, 1312, 1308]
classified-ad: [1079, 610, 1312, 673]
ad-heading: Starší pokladna: [1122, 1006, 1268, 1025]
ad-text: v dobrém stavu se levně koupí. Nab. pod zn. „P L 76“ do adm. t. l. 5873—1: [592, 1638, 826, 1663]
ad-heading: Kolo: [1418, 1546, 1459, 1565]
ad-text: vyrábí a prodává Aug. Hejlmal v Praze na Vyšehradě v Libušině ul. č. 97—VI. 3806: [349, 1080, 583, 1105]
column-1: [102, 100, 345, 2173]
ad-text: elegantní, nejmodernější, hedvábný, s plyšem, pruhovanými, s drahými vyobrazením (a sice 4 tab. židle, 2 křesla, 1 pohovka) se salon. obrach. kusů se prodá. Bl. v Praze II. Jungmannova třída č. 11 n. v 1. p. 4345-1: [592, 1430, 826, 1494]
classified-ad: [836, 610, 1069, 673]
ad-heading: Lankasterku: [1381, 166, 1496, 184]
classified-ad: [836, 1536, 1069, 1626]
ad-heading: Domská n pánská kola: [605, 343, 813, 362]
classified-ad: [1079, 394, 1312, 445]
ad-text: 8 koňských sil. pat. „Polke“ dvoucylindrový, který jen před jednou zimu k elektrickému světlu byl upotřeben, se zárukou jako nový bude levně se prodává. Bližší sdělí Jos. Klíma, Praha VII., Horní Rudolfova ul. č. 4. 4747: [349, 630, 583, 695]
ad-text: (plyšový) s galerii velmi elegantní za 45 zl., divan s vys. lenoch. a galerií koberov. za 24 zl., divan s vys. lenoch. za 18 zl. 50 kr., starší divan za 8 zl. prodá Fr. Vokurka, Žitná ul. č. 23. 5929—1: [835, 758, 1069, 822]
classified-ad: [1322, 559, 1555, 649]
ad-text: s obchodem se smíšeným zbožím, velké tržby, v blízkosti Prahy, a s menším hospodářstvím s kruhu hned se prodá. Nabídky pod zn. „R K“ poste rest. Slaný. 5765: [1321, 1030, 1556, 1081]
classified-ad: [1322, 266, 1555, 342]
ad-text: nové, žluté, velké, zasílá denně po 50 kg. za 5 zl. 70 kr. franko každé poštovní stanice Václav Toman, rolník, Hora Kutná. 6226: [835, 1277, 1069, 1315]
ad-text: a harmonií úplně přepiněn, tuší tako prodám levně. K. Bitrek, Spálená ul. 25 n. 5597: [349, 784, 583, 809]
